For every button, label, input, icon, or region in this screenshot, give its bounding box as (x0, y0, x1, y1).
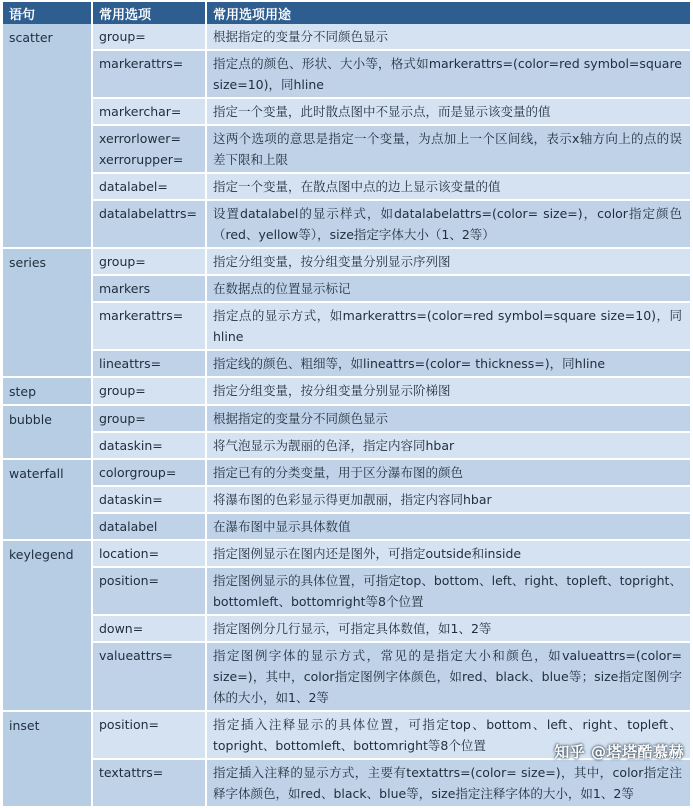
purpose-cell: 指定图例字体的显示方式，常见的是指定大小和颜色，如valueattrs=(color= size=)，其中，color指定图例字体颜色，如red、black、blue等；size指定图例字体的大小，如1、2等 (207, 643, 690, 712)
purpose-cell: 指定点的颜色、形状、大小等，格式如markerattrs=(color=red symbol=square size=10)，同hline (207, 51, 690, 99)
table-row (3, 616, 690, 643)
table-row (3, 276, 690, 303)
purpose-cell: 指定图例显示在图内还是图外，可指定outside和inside (207, 541, 690, 568)
option-cell (93, 249, 207, 276)
purpose-cell: 指定插入注释的显示方式，主要有textattrs=(color= size=)，其中，color指定注释字体颜色，如red、black、blue等，size指定注释字体的大小，如1、2等 (207, 760, 690, 808)
option-cell (93, 760, 207, 808)
option-name: dataskin= (99, 438, 163, 453)
purpose-cell: 根据指定的变量分不同颜色显示 (207, 24, 690, 51)
option-cell (93, 378, 207, 406)
purpose-cell: 设置datalabel的显示样式，如datalabelattrs=(color= size=)，color指定颜色（red、yellow等），size指定字体大小（1、2等） (207, 201, 690, 249)
option-name: dataskin= (99, 492, 163, 507)
option-name: down= (99, 621, 144, 636)
purpose-cell: 指定已有的分类变量，用于区分瀑布图的颜色 (207, 460, 690, 487)
purpose-cell: 指定分组变量，按分组变量分别显示阶梯图 (207, 378, 690, 406)
purpose-cell: 在瀑布图中显示具体数值 (207, 514, 690, 541)
option-name: lineattrs= (99, 356, 162, 371)
purpose-cell: 指定点的显示方式，如markerattrs=(color=red symbol=square size=10)，同hline (207, 303, 690, 351)
option-name: datalabelattrs= (99, 206, 197, 221)
option-name: datalabel= (99, 179, 168, 194)
statement-cell: scatter (3, 24, 93, 249)
table-row (3, 378, 690, 406)
purpose-cell: 指定图例分几行显示，可指定具体数值，如1、2等 (207, 616, 690, 643)
table-row (3, 24, 690, 51)
purpose-cell: 指定一个变量，此时散点图中不显示点，而是显示该变量的值 (207, 99, 690, 126)
option-cell (93, 276, 207, 303)
table-row (3, 174, 690, 201)
option-cell (93, 616, 207, 643)
option-cell (93, 99, 207, 126)
option-name: group= (99, 411, 146, 426)
option-cell (93, 201, 207, 249)
option-cell (93, 643, 207, 712)
statement-cell: keylegend (3, 541, 93, 712)
table-row (3, 541, 690, 568)
option-name: location= (99, 546, 160, 561)
option-name: group= (99, 29, 146, 44)
option-name: datalabel (99, 519, 158, 534)
option-cell (93, 433, 207, 460)
option-cell (93, 487, 207, 514)
statement-cell: waterfall (3, 460, 93, 541)
table-row (3, 126, 690, 174)
option-name: markerattrs= (99, 56, 184, 71)
table-row (3, 643, 690, 712)
table-row (3, 99, 690, 126)
purpose-cell: 指定一个变量，在散点图中点的边上显示该变量的值 (207, 174, 690, 201)
option-name: group= (99, 254, 146, 269)
option-cell (93, 24, 207, 51)
table-row (3, 201, 690, 249)
table-row (3, 51, 690, 99)
option-cell (93, 303, 207, 351)
statement-cell: series (3, 249, 93, 378)
option-name: markerchar= (99, 104, 182, 119)
purpose-cell: 指定线的颜色、粗细等，如lineattrs=(color= thickness=)，同hline (207, 351, 690, 378)
header-statement: 语句 (3, 2, 93, 24)
option-cell (93, 126, 207, 174)
option-cell (93, 174, 207, 201)
table-body (3, 24, 690, 808)
option-name: valueattrs= (99, 648, 173, 663)
option-name: group= (99, 383, 146, 398)
purpose-cell: 根据指定的变量分不同颜色显示 (207, 406, 690, 433)
header-purpose: 常用选项用途 (207, 2, 690, 24)
option-cell (93, 406, 207, 433)
option-name: position= (99, 717, 159, 732)
table-row (3, 760, 690, 808)
watermark: 知乎 @塔塔酷慕赫 (554, 743, 684, 761)
header-option: 常用选项 (93, 2, 207, 24)
purpose-cell: 指定图例显示的具体位置，可指定top、bottom、left、right、topleft、topright、bottomleft、bottomright等8个位置 (207, 568, 690, 616)
purpose-cell: 指定插入注释显示的具体位置，可指定top、bottom、left、right、topleft、topright、bottomleft、bottomright等8个位置 (207, 712, 690, 760)
option-cell (93, 568, 207, 616)
option-name: textattrs= (99, 765, 164, 780)
option-cell (93, 351, 207, 378)
table-row (3, 351, 690, 378)
header-row (3, 2, 690, 24)
purpose-cell: 在数据点的位置显示标记 (207, 276, 690, 303)
statement-cell: bubble (3, 406, 93, 460)
option-name: xerrorlower= (99, 131, 181, 146)
page (3, 2, 690, 801)
option-name: colorgroup= (99, 465, 177, 480)
table-row (3, 303, 690, 351)
purpose-cell: 将瀑布图的色彩显示得更加靓丽，指定内容同hbar (207, 487, 690, 514)
table-row (3, 249, 690, 276)
option-cell (93, 460, 207, 487)
option-cell (93, 51, 207, 99)
options-table (3, 2, 690, 808)
statement-cell: inset (3, 712, 93, 808)
table-row (3, 487, 690, 514)
purpose-cell: 将气泡显示为靓丽的色泽，指定内容同hbar (207, 433, 690, 460)
option-cell (93, 541, 207, 568)
purpose-cell: 这两个选项的意思是指定一个变量，为点加上一个区间线，表示x轴方向上的点的误差下限和上限 (207, 126, 690, 174)
table-row (3, 460, 690, 487)
table-row (3, 433, 690, 460)
option-cell (93, 712, 207, 760)
table-row (3, 514, 690, 541)
statement-cell: step (3, 378, 93, 406)
option-name: markers (99, 281, 151, 296)
option-cell (93, 514, 207, 541)
table-row (3, 568, 690, 616)
table-row (3, 406, 690, 433)
option-name: markerattrs= (99, 308, 184, 323)
option-name: xerrorupper= (99, 152, 184, 167)
purpose-cell: 指定分组变量，按分组变量分别显示序列图 (207, 249, 690, 276)
option-name: position= (99, 573, 159, 588)
